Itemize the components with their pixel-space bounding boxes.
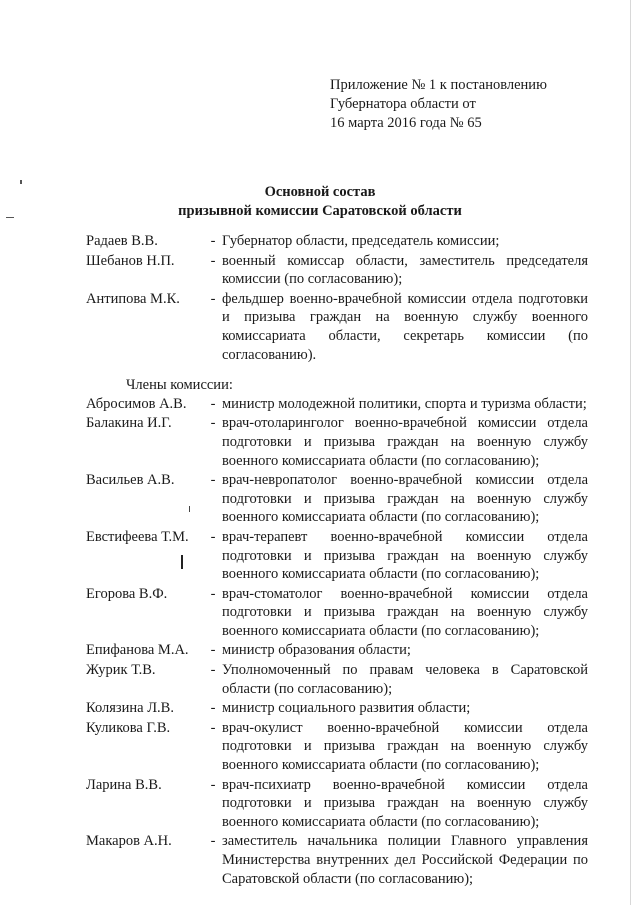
leadership-block — [86, 232, 588, 364]
commission-list — [86, 232, 588, 888]
scan-artifact — [20, 180, 22, 184]
person-role: врач-терапевт военно-врачебной комиссии отдела подготовки и призыва граждан на военную службу военного комиссариата области (по согласованию); — [222, 528, 588, 583]
member-row — [86, 776, 588, 832]
appendix-line-2: Губернатора области от — [330, 96, 476, 112]
dash-separator: - — [210, 415, 216, 432]
person-name: Епифанова М.А. — [86, 642, 189, 659]
person-name: Абросимов А.В. — [86, 395, 187, 412]
person-role: врач-отоларинголог военно-врачебной комиссии отдела подготовки и призыва граждан на военную службу военного комиссариата области (по согласованию); — [222, 415, 588, 469]
appendix-line-1: Приложение № 1 к постановлению — [330, 77, 547, 93]
person-name: Макаров А.Н. — [86, 833, 172, 850]
dash-separator: - — [210, 642, 216, 659]
dash-separator: - — [210, 290, 216, 307]
member-row — [86, 719, 588, 775]
person-role: врач-окулист военно-врачебной комиссии отдела подготовки и призыва граждан на военную службу военного комиссариата области (по согласованию); — [222, 719, 588, 774]
person-role: военный комиссар области, заместитель председателя комиссии (по согласованию); — [222, 252, 588, 288]
scan-artifact — [6, 217, 14, 218]
person-role: Уполномоченный по правам человека в Саратовской области (по согласованию); — [222, 662, 588, 697]
member-row — [86, 414, 588, 470]
dash-separator: - — [210, 776, 216, 793]
person-role: заместитель начальника полиции Главного управления Министерства внутренних дел Российской Федерации по Саратовской области (по согласованию); — [222, 833, 588, 887]
dash-separator: - — [210, 719, 216, 736]
title-line-1: Основной состав — [264, 184, 376, 200]
person-name: Колязина Л.В. — [86, 700, 174, 717]
person-role: министр социального развития области; — [222, 700, 471, 717]
member-row — [86, 832, 588, 888]
person-role: министр молодежной политики, спорта и туризма области; — [222, 395, 587, 412]
person-role: врач-стоматолог военно-врачебной комиссии отдела подготовки и призыва граждан на военную службу военного комиссариата области (по согласованию); — [222, 585, 588, 639]
member-row — [86, 528, 588, 584]
members-label: Члены комиссии: — [126, 377, 233, 394]
person-name: Евстифеева Т.М. — [86, 528, 189, 545]
person-role: министр образования области; — [222, 642, 411, 659]
leadership-row — [86, 232, 588, 251]
person-role: врач-невропатолог военно-врачебной комиссии отдела подготовки и призыва граждан на военную службу военного комиссариата области (по согласованию); — [222, 472, 588, 526]
person-name: Ларина В.В. — [86, 776, 162, 793]
dash-separator: - — [210, 528, 216, 545]
person-name: Егорова В.Ф. — [86, 585, 168, 602]
member-row — [86, 471, 588, 527]
title-line-2: призывной комиссии Саратовской области — [178, 203, 462, 219]
member-row — [86, 661, 588, 698]
leadership-row — [86, 290, 588, 364]
member-row — [86, 699, 588, 718]
appendix-header — [330, 76, 620, 133]
document-title — [0, 183, 640, 221]
dash-separator: - — [210, 252, 216, 269]
scan-artifact — [181, 555, 183, 569]
dash-separator: - — [210, 472, 216, 489]
scan-artifact — [189, 506, 190, 512]
dash-separator: - — [210, 395, 216, 412]
dash-separator: - — [210, 585, 216, 602]
person-role: фельдшер военно-врачебной комиссии отдела подготовки и призыва граждан на военную службу военного комиссариата области, секретарь комиссии (по согласованию). — [222, 290, 588, 363]
person-name: Радаев В.В. — [86, 233, 158, 249]
members-block — [86, 395, 588, 888]
person-name: Васильев А.В. — [86, 472, 175, 489]
member-row — [86, 585, 588, 641]
person-role: Губернатор области, председатель комиссии; — [222, 233, 500, 249]
member-row — [86, 395, 588, 414]
leadership-row — [86, 252, 588, 289]
dash-separator: - — [210, 700, 216, 717]
dash-separator: - — [210, 233, 216, 249]
appendix-line-3: 16 марта 2016 года № 65 — [330, 115, 482, 131]
dash-separator: - — [210, 833, 216, 850]
person-name: Журик Т.В. — [86, 662, 156, 679]
person-name: Куликова Г.В. — [86, 719, 171, 736]
member-row — [86, 641, 588, 660]
person-name: Шебанов Н.П. — [86, 252, 175, 269]
person-name: Антипова М.К. — [86, 290, 180, 307]
dash-separator: - — [210, 662, 216, 679]
person-role: врач-психиатр военно-врачебной комиссии отдела подготовки и призыва граждан на военную службу военного комиссариата области (по согласованию); — [222, 776, 588, 830]
person-name: Балакина И.Г. — [86, 415, 172, 432]
scan-artifact — [630, 0, 631, 905]
